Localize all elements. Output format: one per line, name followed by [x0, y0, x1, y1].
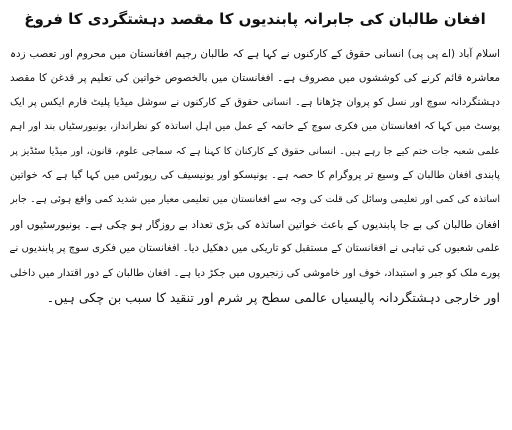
article-headline: افغان طالبان کی جابرانہ پابندیوں کا مقصد دہشتگردی کا فروغ — [24, 10, 486, 28]
article-line: اور خارجی دہشتگردانہ پالیسیاں عالمی سطح پر شرم اور تنقید کا سبب بن چکی ہیں۔ — [46, 289, 500, 305]
article-line: افغان طالبان کی بے جا پابندیوں کے باعث خواتین اساتذہ کی بڑی تعداد بے روزگار ہو چکی ہے۔ یونیورسٹیوں اور — [10, 218, 500, 231]
article-line: اسلام آباد (اے پی پی) انسانی حقوق کے کارکنوں نے کہا ہے کہ طالبان رجیم افغانستان میں محروم اور تعصب زدہ — [10, 48, 500, 60]
article-line: پوسٹ میں کہا کہ افغانستان میں فکری سوچ کے خاتمہ کے عمل میں اہل اساتذہ کو نظرانداز، یونیورسٹیاں بند اور اہم — [10, 121, 500, 133]
article-line: پورے ملک کو جبر و استبداد، خوف اور خاموشی کی زنجیروں میں جکڑ دیا ہے۔ افغان طالبان کے دور اقتدار میں داخلی — [10, 267, 500, 279]
article-line: دہشتگردانہ سوچ اور نسل کو پروان چڑھانا ہے۔ انسانی حقوق کے کارکنوں نے سوشل میڈیا پلیٹ فارم ایکس پر ایک — [10, 96, 500, 108]
article-line: معاشرہ قائم کرنے کی کوششوں میں مصروف ہے۔ افغانستان میں بالخصوص خواتین کی تعلیم پر قدغن کا مقصد — [10, 72, 500, 85]
article-line: پابندی افغان طالبان کے وسیع تر پروگرام کا حصہ ہے۔ یونیسکو اور یونیسیف کی رپورٹس میں کہا گیا ہے کہ خواتین — [10, 169, 500, 181]
article-line: علمی شعبہ جات ختم کیے جا رہے ہیں۔ انسانی حقوق کے کارکنان کا کہنا ہے کہ سماجی علوم، قانون، اور میڈیا سٹڈیز پر — [10, 145, 500, 157]
article-body — [10, 42, 500, 310]
article-line: علمی شعبوں کی تباہی نے افغانستان کے مستقبل کو تاریکی میں دھکیل دیا۔ افغانستان میں فکری سوچ پر پابندیوں نے — [10, 243, 500, 255]
article-line: اساتذہ کی کمی اور تعلیمی وسائل کی قلت کی وجہ سے افغانستان میں تعلیمی معیار میں شدید کمی واقع ہوئی ہے۔ جابر — [10, 194, 500, 206]
